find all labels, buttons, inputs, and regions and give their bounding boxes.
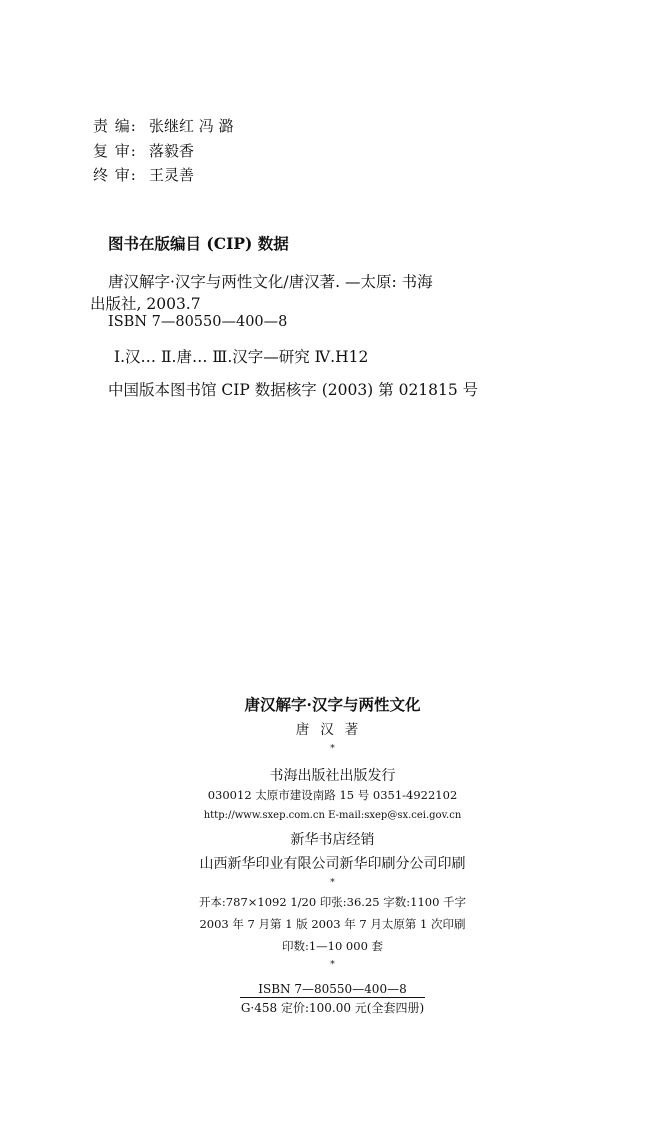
colophon-specs: 开本:787×1092 1/20 印张:36.25 字数:1100 千字 <box>198 895 467 909</box>
credit-names: 张继红 冯 潞 <box>149 117 234 135</box>
credit-line-editor <box>93 115 234 136</box>
separator-star: * <box>330 960 335 970</box>
cip-entry-line1: 唐汉解字·汉字与两性文化/唐汉著. —太原: 书海 <box>108 273 433 291</box>
credit-names: 落毅香 <box>149 142 195 160</box>
separator-star: * <box>330 878 335 888</box>
colophon-isbn: ISBN 7—80550—400—8 <box>240 982 424 998</box>
cip-record-number: 中国版本图书馆 CIP 数据核字 (2003) 第 021815 号 <box>108 381 479 399</box>
colophon-price: G·458 定价:100.00 元(全套四册) <box>240 1001 425 1015</box>
colophon-web: http://www.sxep.com.cn E-mail:sxep@sx.cei.gov.cn <box>203 810 462 821</box>
cip-entry-line2: 出版社, 2003.7 <box>90 295 201 313</box>
cip-heading: 图书在版编目 (CIP) 数据 <box>108 234 289 253</box>
colophon-isbn-line <box>0 982 665 998</box>
credit-role: 复 审: <box>93 142 137 160</box>
cip-isbn: ISBN 7—80550—400—8 <box>108 314 288 330</box>
colophon-edition: 2003 年 7 月第 1 版 2003 年 7 月太原第 1 次印刷 <box>199 917 466 931</box>
colophon-printer: 山西新华印业有限公司新华印刷分公司印刷 <box>199 856 466 872</box>
colophon-publisher: 书海出版社出版发行 <box>269 768 396 784</box>
colophon-distributor: 新华书店经销 <box>290 832 375 848</box>
colophon-print-run: 印数:1—10 000 套 <box>281 939 384 953</box>
credit-line-reviewer <box>93 140 194 161</box>
credit-names: 王灵善 <box>149 166 195 184</box>
credit-role: 责 编: <box>93 117 137 135</box>
credit-role: 终 审: <box>93 166 137 184</box>
separator-star: * <box>330 744 335 754</box>
colophon-author: 唐汉著 <box>295 722 370 738</box>
credit-line-final-reviewer <box>93 164 194 185</box>
colophon-title: 唐汉解字·汉字与两性文化 <box>244 695 421 714</box>
colophon-address: 030012 太原市建设南路 15 号 0351-4922102 <box>207 788 458 802</box>
cip-classification: Ⅰ.汉… Ⅱ.唐… Ⅲ.汉字—研究 Ⅳ.H12 <box>114 348 369 366</box>
